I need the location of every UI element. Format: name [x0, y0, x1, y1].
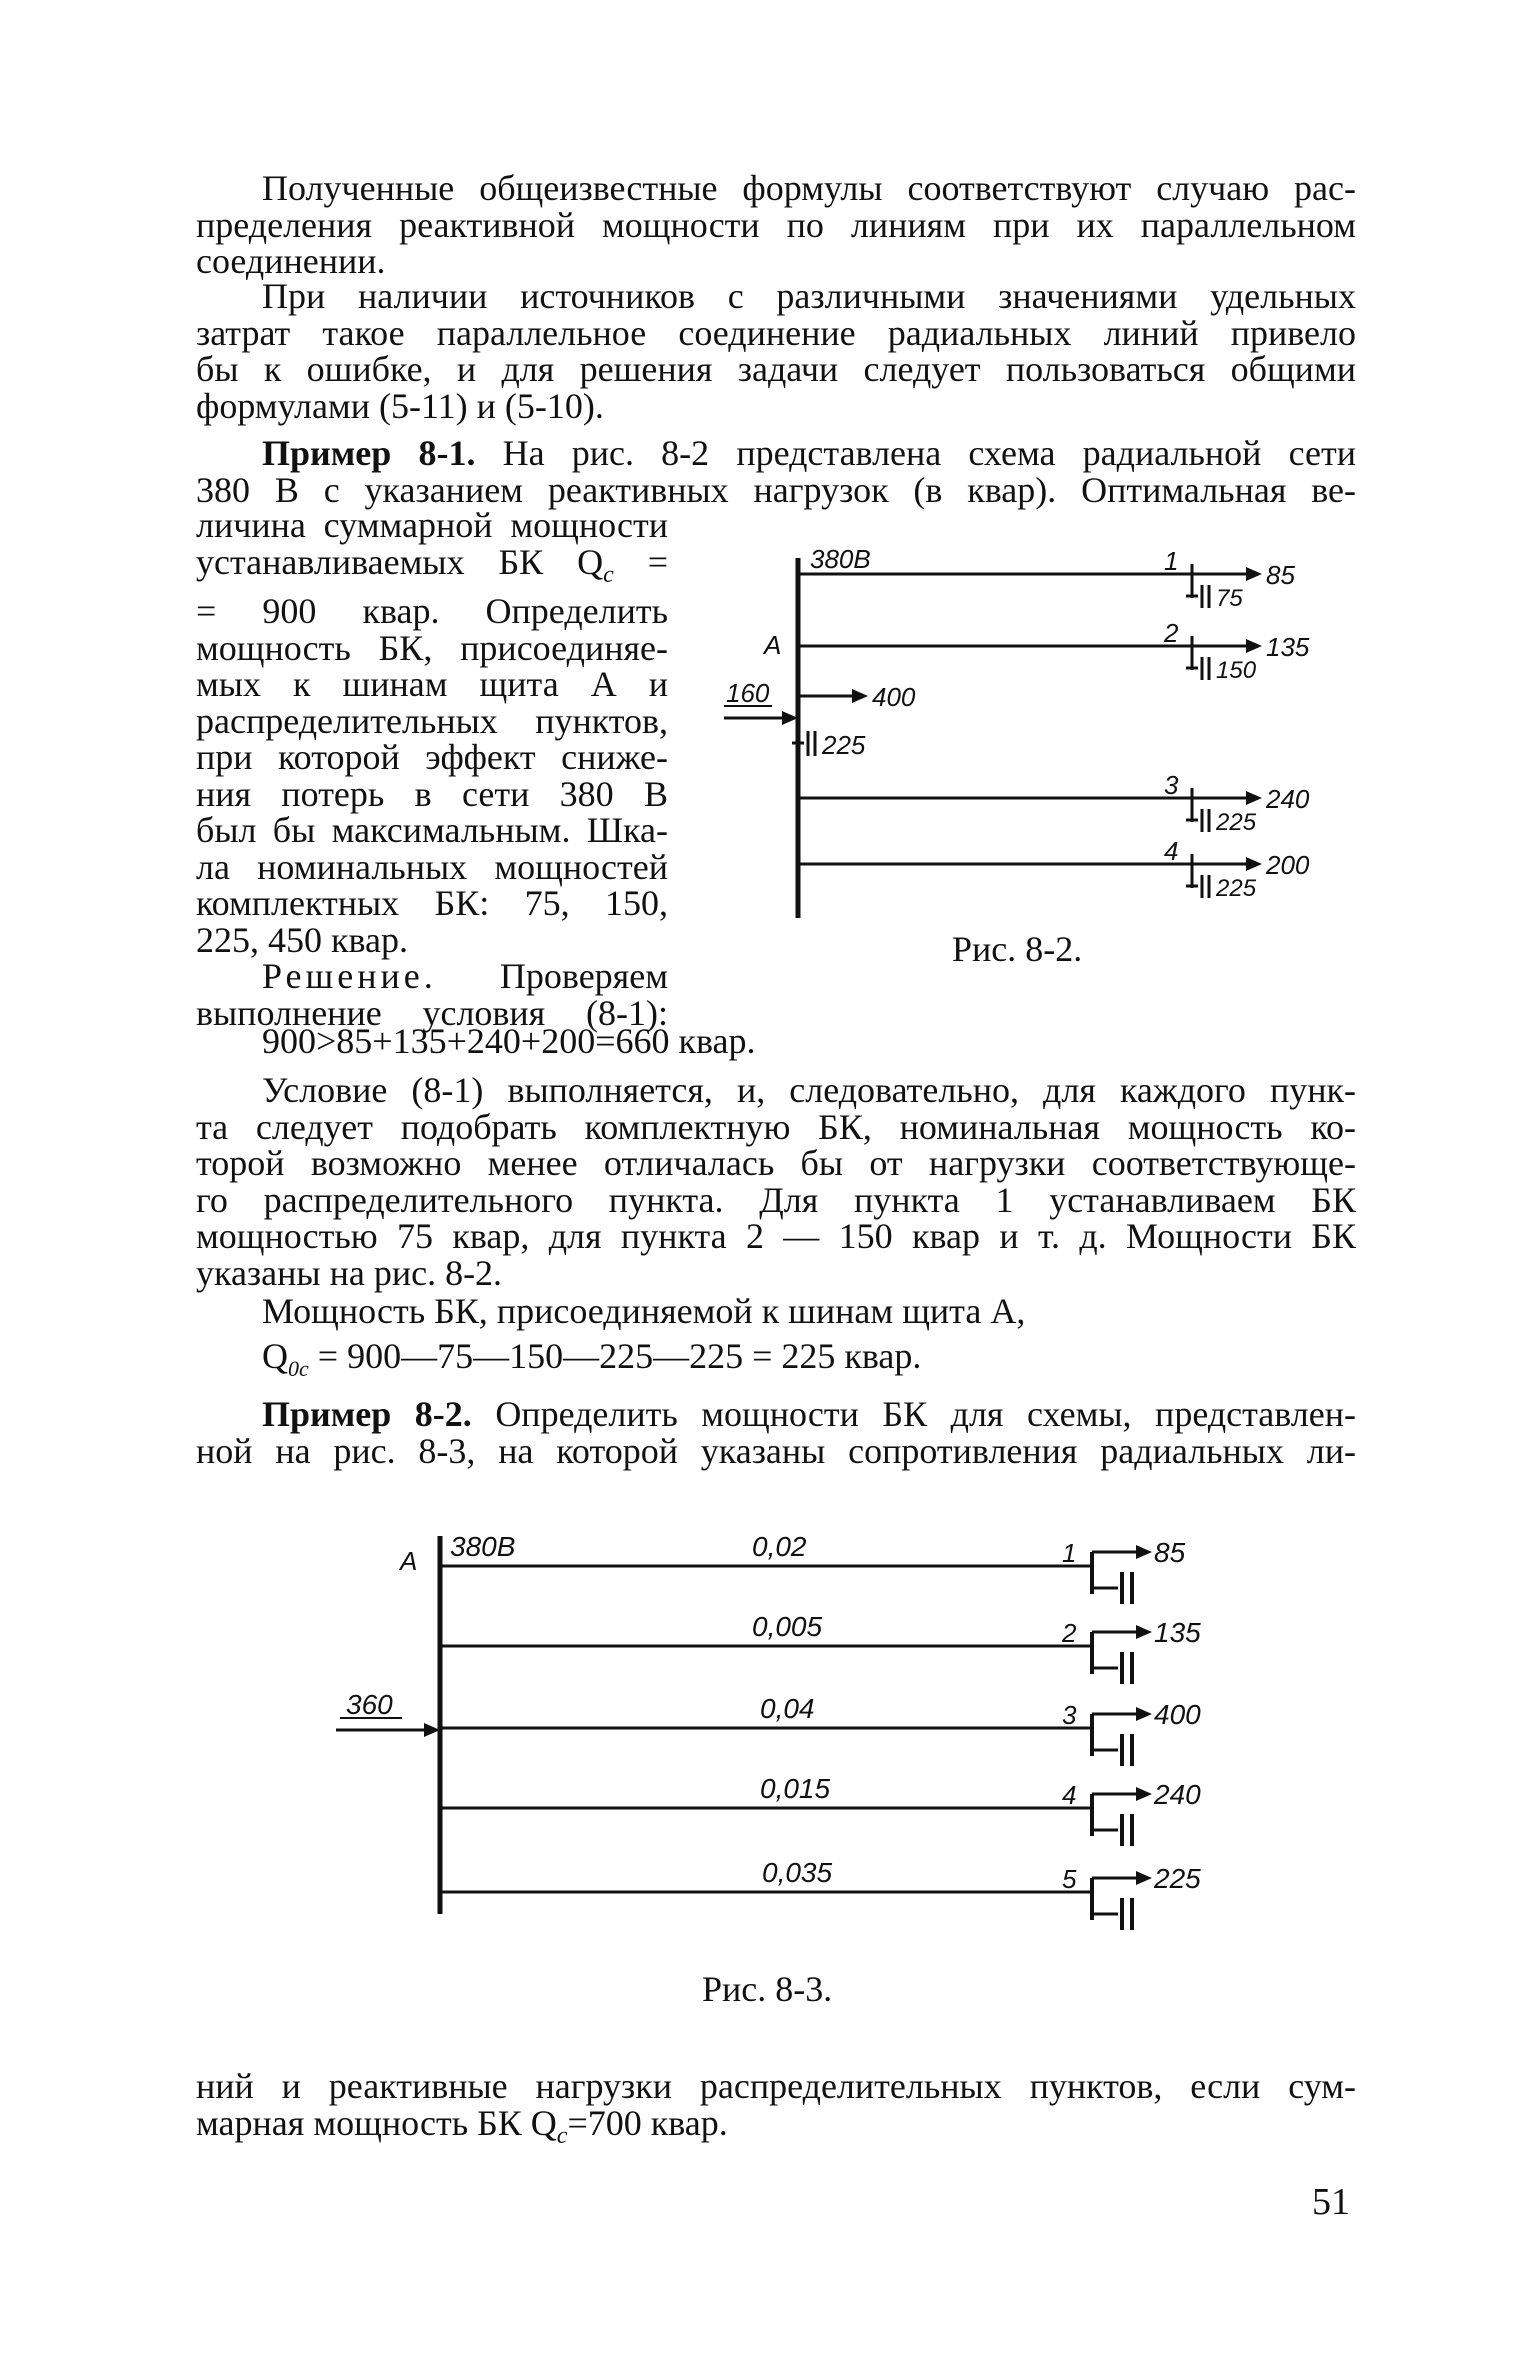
formula-subscript: 0с [288, 1356, 309, 1382]
bus-voltage-label: 380В [450, 1531, 516, 1562]
bus-name-label: А [400, 1546, 418, 1576]
column-line: ла номинальных мощностей [196, 846, 668, 887]
paragraph-line: соединении. [196, 241, 386, 281]
solution-text: Проверяем [499, 956, 668, 997]
solution-line-2: выполнение условия (8-1): [196, 992, 668, 1033]
load-arrowhead [1136, 1545, 1152, 1559]
figure-8-2-caption: Рис. 8-2. [952, 929, 1083, 969]
column-line: был бы максимальным. Шка- [196, 810, 668, 851]
point-number: 3 [1164, 770, 1179, 800]
load-value: 240 [1266, 784, 1310, 814]
point-number: 3 [1062, 1700, 1077, 1730]
input-label: 360 [346, 1689, 393, 1720]
paragraph-line: указаны на рис. 8-2. [196, 1252, 503, 1293]
formula-condition: 900>85+135+240+200=660 квар. [262, 1021, 756, 1061]
bus-voltage-label: 380В [810, 544, 871, 574]
column-line: личина суммарной мощности [196, 505, 668, 545]
input-label: 160 [726, 678, 770, 708]
load-value: 200 [1266, 850, 1310, 880]
capacitor-bank [1092, 1652, 1132, 1684]
point-number: 4 [1062, 1780, 1077, 1810]
formula-lhs: Q [262, 1336, 288, 1376]
load-value: 135 [1154, 1617, 1201, 1648]
paragraph-line: ний и реактивные нагрузки распределительных пунктов, если сум- [196, 2066, 1356, 2106]
formula-rhs: = 900—75—150—225—225 = 225 квар. [308, 1336, 922, 1376]
point-number: 1 [1062, 1538, 1077, 1568]
column-line-text: устанавливаемых БК Q [196, 541, 604, 582]
page-number: 51 [1312, 2181, 1350, 2223]
paragraph-line: пределения реактивной мощности по линиям при их параллельном [196, 204, 1356, 245]
example-1-line-1-text: На рис. 8-2 представлена схема радиальной сети [502, 433, 1357, 473]
line-resistance: 0,005 [752, 1611, 823, 1642]
column-line: комплектных БК: 75, 150, [196, 883, 668, 924]
line-resistance: 0,04 [760, 1693, 815, 1724]
bus-name-label: А [764, 630, 782, 660]
bus-bk-label: 225 [822, 730, 866, 760]
column-line: ния потерь в сети 380 В [196, 773, 668, 814]
paragraph-line: мощностью 75 квар, для пункта 2 — 150 квар и т. д. Мощности БК [196, 1216, 1356, 1256]
point-number: 2 [1062, 1618, 1077, 1648]
paragraph-line: Полученные общеизвестные формулы соответствуют случаю рас- [262, 168, 1356, 208]
paragraph-line: Условие (8-1) выполняется, и, следовательно, для каждого пунк- [262, 1070, 1356, 1110]
load-value: 85 [1266, 560, 1295, 590]
column-line: мощность БК, присоединяе- [196, 627, 668, 668]
line-4 [440, 1773, 1201, 1846]
point-number: 1 [1164, 546, 1179, 576]
paragraph-line: го распределительного пункта. Для пункта 1 устанавливаем БК [196, 1179, 1356, 1220]
load-arrowhead [1136, 1871, 1152, 1885]
load-value: 225 [1154, 1863, 1201, 1894]
load-value: 240 [1154, 1779, 1201, 1810]
paragraph-line: При наличии источников с различными значениями удельных [262, 276, 1356, 316]
load-arrowhead [1136, 1787, 1152, 1801]
example-1-label: Пример 8-1. [262, 433, 476, 473]
load-arrowhead [1136, 1707, 1152, 1721]
bk-value: 225 [1216, 809, 1257, 836]
example-2-line-1-text: Определить мощности БК для схемы, представлен- [495, 1394, 1356, 1434]
paragraph-4: Мощность БК, присоединяемой к шинам щита А, [262, 1291, 1026, 1331]
load-value: 135 [1266, 632, 1310, 662]
column-line: распределительных пунктов, [196, 700, 668, 741]
example-2-label: Пример 8-2. [262, 1394, 472, 1434]
qc-subscript: с [556, 2122, 568, 2149]
bk-value: 225 [1216, 875, 1257, 902]
line-5 [440, 1857, 1201, 1930]
point-number: 5 [1062, 1864, 1077, 1894]
bk-value: 150 [1216, 657, 1257, 684]
load-arrowhead [1136, 1625, 1152, 1639]
capacitor-bank [1092, 1572, 1132, 1604]
line-resistance: 0,035 [762, 1857, 833, 1888]
qc-equals: = [647, 541, 668, 582]
load-value: 85 [1154, 1537, 1186, 1568]
paragraph-line: затрат такое параллельное соединение радиальных линий привело [196, 312, 1356, 353]
line-1 [440, 1531, 1186, 1604]
capacitor-bank [1092, 1734, 1132, 1766]
solution-label: Решение. [262, 956, 437, 997]
point-number: 4 [1164, 836, 1179, 866]
paragraph-line: та следует подобрать комплектную БК, номинальная мощность ко- [196, 1106, 1356, 1147]
line-2 [440, 1611, 1201, 1684]
line-resistance: 0,015 [760, 1773, 831, 1804]
column-line: = 900 квар. Определить [196, 591, 668, 632]
line-resistance: 0,02 [752, 1531, 807, 1562]
figure-8-3-caption: Рис. 8-3. [702, 1969, 833, 2009]
paragraph-line: бы к ошибке, и для решения задачи следует пользоваться общими [196, 349, 1356, 389]
paragraph-line-text: марная мощность БК Q [196, 2102, 557, 2143]
line-group [440, 1531, 1201, 1930]
column-line: при которой эффект сниже- [196, 737, 668, 778]
example-2-line-2: ной на рис. 8-3, на которой указаны сопротивления радиальных ли- [196, 1430, 1356, 1471]
paragraph-line: формулами (5-11) и (5-10). [196, 385, 604, 426]
bus-load-label: 400 [872, 682, 916, 712]
column-line: 225, 450 квар. [196, 919, 408, 960]
line-3 [440, 1693, 1201, 1766]
paragraph-line-text: =700 квар. [567, 2102, 728, 2143]
capacitor-bank [1092, 1814, 1132, 1846]
capacitor-bank [1092, 1898, 1132, 1930]
load-value: 400 [1154, 1699, 1201, 1730]
qc-subscript: с [603, 561, 614, 588]
bk-value: 75 [1216, 585, 1243, 612]
paragraph-line: торой возможно менее отличалась бы от нагрузки соответствующе- [196, 1143, 1356, 1183]
column-line: мых к шинам щита А и [196, 664, 668, 705]
point-number: 2 [1164, 618, 1179, 648]
example-1-line-2: 380 В с указанием реактивных нагрузок (в квар). Оптимальная ве- [196, 469, 1356, 510]
